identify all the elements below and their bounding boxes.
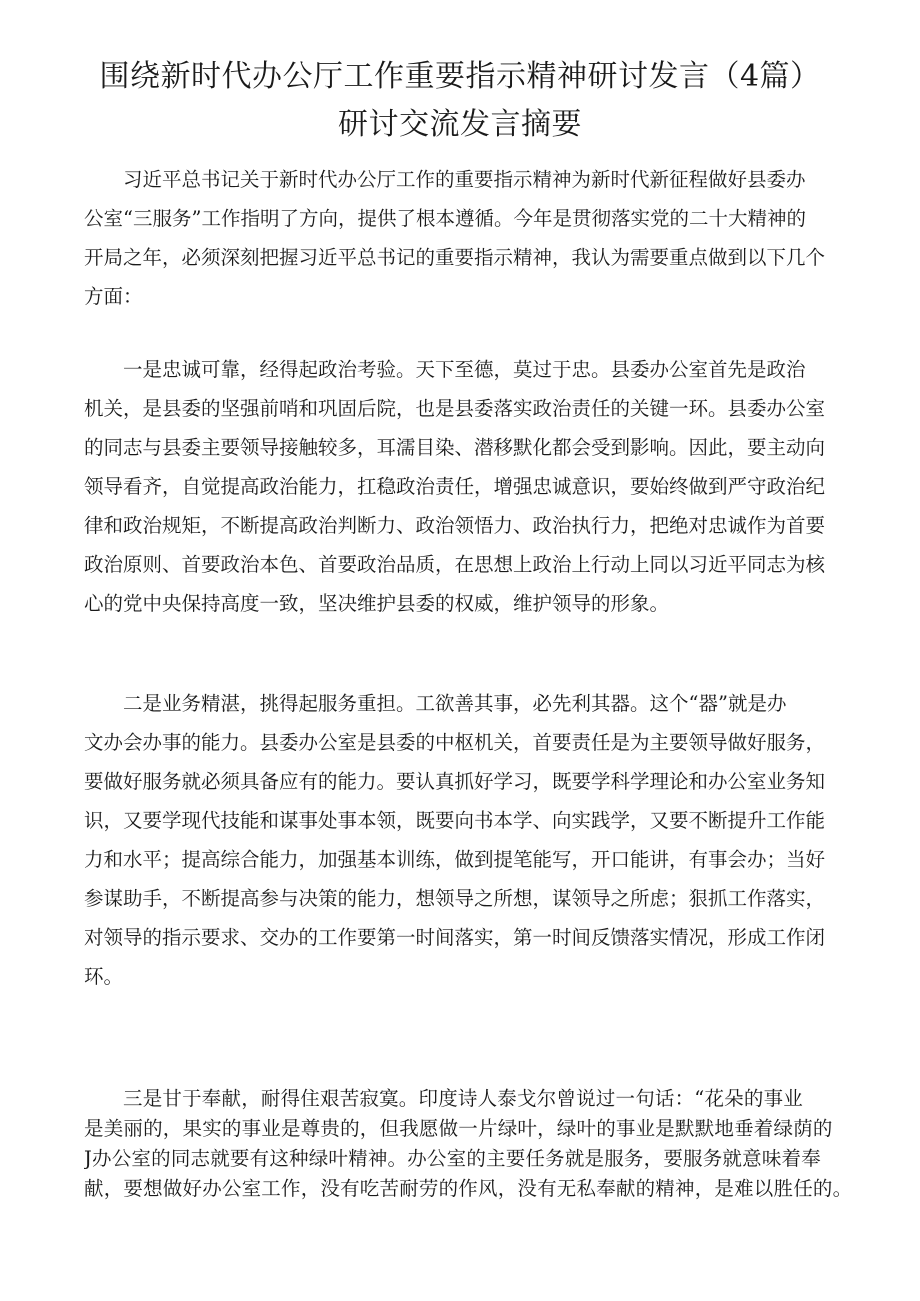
paragraph-line: 识，又要学现代技能和谋事处事本领，既要向书本学、向实践学，又要不断提升工作能 <box>84 809 826 832</box>
paragraph-line: 习近平总书记关于新时代办公厅工作的重要指示精神为新时代新征程做好县委办 <box>123 168 806 191</box>
paragraph-line: 的同志与县委主要领导接触较多，耳濡目染、潜移默化都会受到影响。因此，要主动向 <box>84 436 826 459</box>
paragraph-line: 方面： <box>84 285 143 308</box>
paragraph-line: 一是忠诚可靠，经得起政治考验。天下至德，莫过于忠。县委办公室首先是政治 <box>123 358 806 381</box>
paragraph-competence <box>84 684 880 996</box>
paragraph-dedication <box>84 1084 880 1204</box>
paragraph-line: 开局之年，必须深刻把握习近平总书记的重要指示精神，我认为需要重点做到以下几个 <box>84 246 826 269</box>
paragraph-line: 政治原则、首要政治本色、首要政治品质，在思想上政治上行动上同以习近平同志为核 <box>84 553 826 576</box>
paragraph-line: 公室“三服务”工作指明了方向，提供了根本遵循。今年是贯彻落实党的二十大精神的 <box>84 207 806 230</box>
paragraph-line: 环。 <box>84 965 124 988</box>
paragraph-intro <box>84 160 880 316</box>
paragraph-line: 领导看齐，自觉提高政治能力，扛稳政治责任，增强忠诚意识，要始终做到严守政治纪 <box>84 475 826 498</box>
paragraph-line: 力和水平；提高综合能力，加强基本训练，做到提笔能写，开口能讲，有事会办；当好 <box>84 848 826 871</box>
paragraph-line: 三是甘于奉献，耐得住艰苦寂寞。印度诗人泰戈尔曾说过一句话：“花朵的事业 <box>123 1087 803 1110</box>
paragraph-line: 对领导的指示要求、交办的工作要第一时间落实，第一时间反馈落实情况，形成工作闭 <box>84 926 826 949</box>
paragraph-line: 献，要想做好办公室工作，没有吃苦耐劳的作风，没有无私奉献的精神，是难以胜任的。 <box>84 1177 853 1200</box>
paragraph-line: 机关，是县委的坚强前哨和巩固后院，也是县委落实政治责任的关键一环。县委办公室 <box>84 397 826 420</box>
paragraph-line: 参谋助手，不断提高参与决策的能力，想领导之所想，谋领导之所虑；狠抓工作落实， <box>84 887 826 910</box>
paragraph-line: J办公室的同志就要有这种绿叶精神。办公室的主要任务就是服务，要服务就意味着奉 <box>84 1147 821 1170</box>
paragraph-line: 文办会办事的能力。县委办公室是县委的中枢机关，首要责任是为主要领导做好服务， <box>84 731 826 754</box>
paragraph-line: 心的党中央保持高度一致，坚决维护县委的权威，维护领导的形象。 <box>84 592 670 615</box>
document-title: 围绕新时代办公厅工作重要指示精神研讨发言（4篇） <box>99 59 821 94</box>
paragraph-line: 二是业务精湛，挑得起服务重担。工欲善其事，必先利其器。这个“器”就是办 <box>123 692 787 715</box>
paragraph-line: 要做好服务就必须具备应有的能力。要认真抓好学习，既要学科学理论和办公室业务知 <box>84 770 826 793</box>
paragraph-line: 律和政治规矩，不断提高政治判断力、政治领悟力、政治执行力，把绝对忠诚作为首要 <box>84 514 826 537</box>
paragraph-loyalty <box>84 350 880 623</box>
paragraph-line: 是美丽的，果实的事业是尊贵的，但我愿做一片绿叶，绿叶的事业是默默地垂着绿荫的 <box>84 1117 833 1140</box>
document-subtitle: 研讨交流发言摘要 <box>338 107 582 142</box>
